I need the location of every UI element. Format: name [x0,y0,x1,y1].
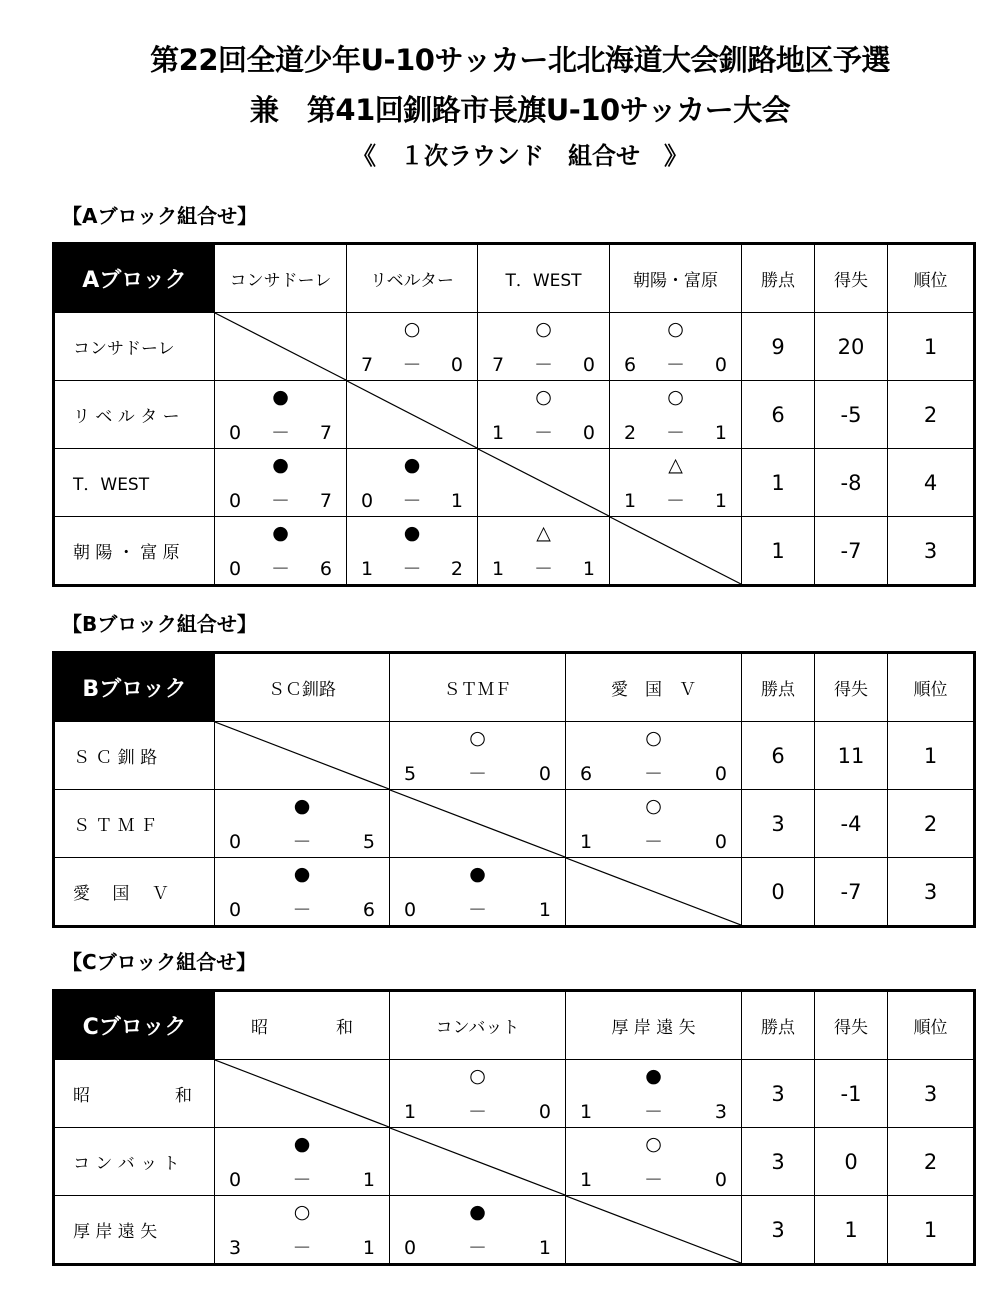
result-mark: ○ [535,386,552,408]
score-dash: － [665,490,685,512]
match-result-cell [566,1060,742,1128]
column-team-header: 朝陽・富原 [610,244,742,313]
score-right: 1 [538,1237,551,1259]
match-result-cell [215,449,347,517]
result-mark: ○ [403,318,421,340]
points-cell: 9 [742,313,815,381]
block-table [52,989,976,1266]
block-name-cell: Cブロック [54,991,215,1060]
score-left: 0 [229,899,242,921]
team-row [54,1128,975,1196]
score-right: 1 [538,899,551,921]
score-left: 7 [492,354,505,376]
points-cell: 1 [742,449,815,517]
match-result-cell [347,517,478,586]
result-mark: ● [272,522,289,544]
score-dash: － [665,422,685,444]
score-left: 5 [404,763,417,785]
score-dash: － [643,763,663,785]
score-dash: － [467,763,487,785]
rank-cell: 2 [888,790,975,858]
score-dash: － [270,558,290,580]
diagonal-cell [215,313,347,381]
rank-cell: 1 [888,313,975,381]
score-left: 2 [624,422,637,444]
score-right: 0 [538,1101,551,1123]
diagonal-line [215,313,346,380]
score-right: 1 [714,490,727,512]
score-left: 0 [229,490,242,512]
score-dash: － [270,422,290,444]
result-mark: ● [469,863,486,885]
block-label: 【Cブロック組合せ】 [62,950,257,974]
column-team-header: コンバット [390,991,566,1060]
score-dash: － [533,354,553,376]
rank-cell: 3 [888,1060,975,1128]
stat-header: 順位 [888,244,975,313]
score-right: 0 [714,354,727,376]
points-cell: 0 [742,858,815,927]
match-result-cell [478,313,610,381]
match-result-cell [610,381,742,449]
score-right: 5 [362,831,375,853]
diagonal-cell [390,790,566,858]
column-team-header: 厚 岸 遠 矢 [566,991,742,1060]
block-table [52,242,976,587]
diagonal-line [215,1060,389,1127]
score-right: 0 [538,763,551,785]
result-mark: ○ [469,727,486,749]
score-left: 1 [580,831,593,853]
column-team-header: 愛 国 Ｖ [566,653,742,722]
column-team-header: ＳＴＭＦ [390,653,566,722]
stat-header: 得失 [815,991,888,1060]
score-dash: － [533,558,553,580]
score-right: 1 [450,490,463,512]
rank-cell: 1 [888,1196,975,1265]
score-right: 0 [714,763,727,785]
score-right: 1 [362,1169,375,1191]
score-dash: － [292,831,312,853]
score-dash: － [270,490,290,512]
score-dash: － [292,1169,312,1191]
points-cell: 3 [742,1128,815,1196]
diagonal-cell [566,1196,742,1265]
score-left: 6 [580,763,593,785]
score-right: 7 [319,422,332,444]
score-right: 1 [714,422,727,444]
rank-cell: 4 [888,449,975,517]
match-result-cell [566,722,742,790]
diagonal-cell [390,1128,566,1196]
header-row [54,991,975,1060]
result-mark: ○ [469,1065,486,1087]
match-result-cell [390,1060,566,1128]
score-left: 1 [624,490,637,512]
result-mark: ● [469,1201,486,1223]
diagonal-line [566,858,741,925]
points-cell: 1 [742,517,815,586]
diagonal-line [390,790,565,857]
match-result-cell [610,449,742,517]
goal-diff-cell: 11 [815,722,888,790]
row-team-name: 朝 陽 ・ 富 原 [54,517,215,586]
team-row [54,722,975,790]
column-team-header: 昭 和 [215,991,390,1060]
row-team-name: コンサドーレ [54,313,215,381]
score-right: 1 [582,558,595,580]
score-right: 2 [450,558,463,580]
score-left: 0 [404,1237,417,1259]
block-name-cell: Bブロック [54,653,215,722]
score-left: 1 [492,422,505,444]
result-mark: ○ [645,1133,662,1155]
rank-cell: 3 [888,517,975,586]
result-mark: ○ [535,318,552,340]
points-cell: 3 [742,1196,815,1265]
match-result-cell [566,1128,742,1196]
result-mark: ● [293,795,311,817]
match-result-cell [215,858,390,927]
match-result-cell [610,313,742,381]
score-left: 0 [229,831,242,853]
team-row [54,313,975,381]
match-result-cell [478,381,610,449]
row-team-name: 愛 国 Ｖ [54,858,215,927]
result-mark: ○ [645,795,662,817]
score-right: 1 [362,1237,375,1259]
team-row [54,1060,975,1128]
result-mark: ○ [645,727,662,749]
column-team-header: リベルター [347,244,478,313]
score-right: 6 [319,558,332,580]
stat-header: 順位 [888,991,975,1060]
goal-diff-cell: -5 [815,381,888,449]
rank-cell: 2 [888,381,975,449]
team-row [54,790,975,858]
block-label: 【Bブロック組合せ】 [62,612,257,636]
score-left: 1 [361,558,374,580]
result-mark: △ [668,454,683,476]
diagonal-cell [566,858,742,927]
diagonal-line [478,449,609,516]
rank-cell: 3 [888,858,975,927]
points-cell: 3 [742,790,815,858]
score-right: 0 [714,1169,727,1191]
goal-diff-cell: -7 [815,858,888,927]
match-result-cell [347,313,478,381]
match-result-cell [566,790,742,858]
points-cell: 3 [742,1060,815,1128]
team-row [54,858,975,927]
diagonal-line [347,381,477,448]
stat-header: 得失 [815,653,888,722]
match-result-cell [215,790,390,858]
stat-header: 順位 [888,653,975,722]
goal-diff-cell: -7 [815,517,888,586]
team-row [54,449,975,517]
score-dash: － [402,354,422,376]
score-right: 0 [450,354,463,376]
result-mark: △ [536,522,551,544]
result-mark: ● [272,386,289,408]
match-result-cell [390,858,566,927]
score-right: 3 [714,1101,727,1123]
result-mark: ○ [667,386,684,408]
score-dash: － [292,899,312,921]
match-result-cell [478,517,610,586]
score-right: 0 [582,422,595,444]
title-line-3: 《 １次ラウンド 組合せ 》 [352,142,688,170]
result-mark: ● [293,863,311,885]
score-dash: － [665,354,685,376]
score-left: 6 [624,354,637,376]
goal-diff-cell: -1 [815,1060,888,1128]
row-team-name: 厚 岸 遠 矢 [54,1196,215,1265]
header-row [54,244,975,313]
block-table [52,651,976,928]
diagonal-cell [610,517,742,586]
result-mark: ● [403,454,421,476]
column-team-header: T．WEST [478,244,610,313]
match-result-cell [215,517,347,586]
row-team-name: Ｓ Ｔ Ｍ Ｆ [54,790,215,858]
diagonal-line [610,517,741,584]
score-right: 0 [582,354,595,376]
score-left: 1 [580,1169,593,1191]
row-team-name: Ｓ Ｃ 釧 路 [54,722,215,790]
score-left: 3 [229,1237,242,1259]
score-right: 0 [714,831,727,853]
score-dash: － [643,1101,663,1123]
score-left: 1 [492,558,505,580]
diagonal-cell [215,1060,390,1128]
score-dash: － [467,899,487,921]
diagonal-line [390,1128,565,1195]
rank-cell: 1 [888,722,975,790]
points-cell: 6 [742,381,815,449]
row-team-name: リ ベ ル タ ー [54,381,215,449]
score-dash: － [402,490,422,512]
stat-header: 勝点 [742,244,815,313]
result-mark: ● [645,1065,662,1087]
result-mark: ○ [667,318,684,340]
score-right: 6 [362,899,375,921]
diagonal-cell [347,381,478,449]
match-result-cell [215,1128,390,1196]
score-left: 0 [229,422,242,444]
diagonal-line [566,1196,741,1263]
score-left: 1 [404,1101,417,1123]
team-row [54,517,975,586]
goal-diff-cell: -8 [815,449,888,517]
match-result-cell [390,722,566,790]
score-dash: － [643,831,663,853]
score-left: 0 [229,1169,242,1191]
row-team-name: 昭 和 [54,1060,215,1128]
goal-diff-cell: 20 [815,313,888,381]
score-dash: － [467,1237,487,1259]
score-dash: － [292,1237,312,1259]
block-label: 【Aブロック組合せ】 [62,204,258,228]
diagonal-cell [215,722,390,790]
points-cell: 6 [742,722,815,790]
goal-diff-cell: 0 [815,1128,888,1196]
block-name-cell: Aブロック [54,244,215,313]
title-line-2: 兼 第41回釧路市長旗U-10サッカー大会 [249,93,791,127]
diagonal-line [215,722,389,789]
diagonal-cell [478,449,610,517]
score-left: 0 [229,558,242,580]
match-result-cell [215,381,347,449]
stat-header: 得失 [815,244,888,313]
score-left: 1 [580,1101,593,1123]
match-result-cell [390,1196,566,1265]
score-left: 0 [361,490,374,512]
match-result-cell [215,1196,390,1265]
result-mark: ● [403,522,421,544]
column-team-header: ＳＣ釧路 [215,653,390,722]
score-dash: － [467,1101,487,1123]
team-row [54,1196,975,1265]
row-team-name: T．WEST [54,449,215,517]
goal-diff-cell: -4 [815,790,888,858]
goal-diff-cell: 1 [815,1196,888,1265]
score-left: 0 [404,899,417,921]
rank-cell: 2 [888,1128,975,1196]
score-left: 7 [361,354,374,376]
team-row [54,381,975,449]
title-line-1: 第22回全道少年U-10サッカー北北海道大会釧路地区予選 [150,43,890,77]
header-row [54,653,975,722]
row-team-name: コ ン バ ッ ト [54,1128,215,1196]
result-mark: ○ [293,1201,311,1223]
result-mark: ● [272,454,289,476]
score-dash: － [643,1169,663,1191]
score-dash: － [402,558,422,580]
column-team-header: コンサドーレ [215,244,347,313]
score-right: 7 [319,490,332,512]
stat-header: 勝点 [742,991,815,1060]
stat-header: 勝点 [742,653,815,722]
score-dash: － [533,422,553,444]
result-mark: ● [293,1133,311,1155]
match-result-cell [347,449,478,517]
